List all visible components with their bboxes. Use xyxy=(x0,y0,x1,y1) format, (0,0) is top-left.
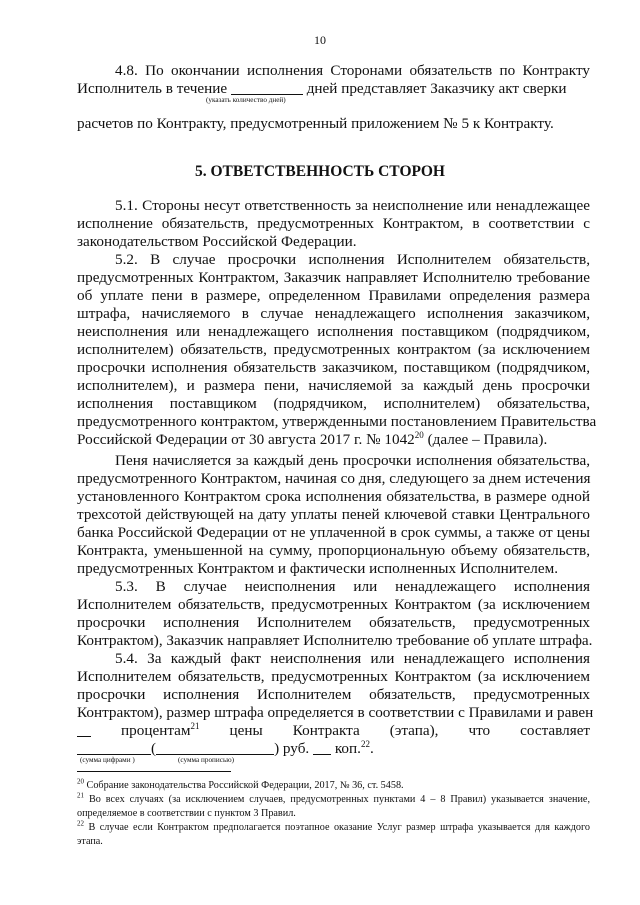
clause-5-2-line: предусмотренных Контрактом, Заказчик направляет Исполнителю требование xyxy=(77,269,590,286)
days-caption: (указать количество дней) xyxy=(206,96,286,104)
clause-5-1-line: исполнение обязательств, предусмотренных Контрактом, в соответствии с xyxy=(77,215,590,232)
clause-5-4-line: просрочки исполнения Исполнителем обязательств, предусмотренных xyxy=(77,686,590,703)
clause-5-2-line: об уплате пени в размере, определенном Правилами определения размера xyxy=(77,287,590,304)
penalty-line: предусмотренного Контрактом, начиная со дня, следующего за днем истечения xyxy=(77,470,591,487)
clause-5-1-line: законодательством Российской Федерации. xyxy=(77,233,357,250)
sum-words-blank xyxy=(156,740,274,755)
clause-5-2-line: исполнения поставщиком (подрядчиком, исполнителем) обязательства, xyxy=(77,395,590,412)
footnote-22-cont: этапа. xyxy=(77,836,103,847)
footnote-ref-22: 22 xyxy=(360,738,370,749)
word-price: цены xyxy=(229,722,263,739)
clause-5-3-line: просрочки исполнения Исполнителем обязательств, предусмотренных xyxy=(77,614,590,631)
sum-words-caption: (сумма прописью) xyxy=(178,756,234,764)
clause-5-2-last-line xyxy=(77,431,590,449)
clause-4-8-line-1: 4.8. По окончании исполнения Сторонами обязательств по Контракту xyxy=(115,62,590,79)
penalty-line: банка Российской Федерации от не уплаченной в срок суммы, а также от цены xyxy=(77,524,590,541)
amount-fill-line xyxy=(77,740,590,758)
clause-5-2-line: 5.2. В случае просрочки исполнения Исполнителем обязательств, xyxy=(115,251,590,268)
clause-5-2-line: исполнителем), и размера пени, начисляемой за каждый день просрочки xyxy=(77,377,590,394)
clause-5-3-line: Исполнителем обязательств, предусмотренных Контрактом (за исключением xyxy=(77,596,590,613)
clause-5-2-line: просрочки исполнения обязательств заказчиком, поставщиком (подрядчиком, xyxy=(77,359,590,376)
word-stage: (этапа), xyxy=(389,722,439,739)
sum-digits-caption: (сумма цифрами ) xyxy=(80,756,135,764)
clause-4-8-text-a: Исполнитель в течение xyxy=(77,80,228,97)
clause-5-2-line: исполнителем) обязательств, предусмотренных контрактом (за исключением xyxy=(77,341,590,358)
clause-5-3-line: Контрактом), Заказчик направляет Исполнителю требование об уплате штрафа. xyxy=(77,632,593,649)
penalty-line: Контракта, уменьшенной на сумму, пропорциональную объему обязательств, xyxy=(77,542,590,559)
clause-5-2-last-text: Российской Федерации от 30 августа 2017 г. № 1042 xyxy=(77,431,415,448)
footnote-separator xyxy=(77,771,231,772)
footnote-20: $^{20}$ Собрание законодательства Российской Федерации, 2017, № 36, ст. 5458. xyxy=(77,777,404,791)
clause-5-4-line: Контрактом), размер штрафа определяется в соответствии с Правилами и равен xyxy=(77,704,594,721)
clause-5-2-line: неисполнения или ненадлежащего исполнения поставщиком (подрядчиком, xyxy=(77,323,590,340)
rub-label: ) руб. xyxy=(274,740,310,757)
footnote-ref-20: 20 xyxy=(414,429,424,440)
section-title: 5. ОТВЕТСТВЕННОСТЬ СТОРОН xyxy=(194,163,445,180)
kop-blank xyxy=(313,740,331,755)
word-that: что xyxy=(468,722,491,739)
clause-5-4-fill-line xyxy=(77,722,590,740)
footnote-21-cont: определяемое в соответствии с пунктом 3 Правил. xyxy=(77,808,296,819)
kop-label: коп. xyxy=(334,740,361,757)
penalty-line: предусмотренных Контрактом и фактически исполненных Исполнителем. xyxy=(77,560,559,577)
end-dot: . xyxy=(369,740,374,757)
footnote-22: $^{22}$ В случае если Контрактом предполагается поэтапное оказание Услуг размер штрафа указывается для каждого xyxy=(77,819,590,833)
page-number: 10 xyxy=(314,33,326,47)
clause-5-4-line: Исполнителем обязательств, предусмотренных Контрактом (за исключением xyxy=(77,668,590,685)
clause-5-3-line: 5.3. В случае неисполнения или ненадлежащего исполнения xyxy=(115,578,590,595)
footnote-21: $^{21}$ Во всех случаях (за исключением случаев, предусмотренных пунктами 4 – 8 Правил) указывается значение, xyxy=(77,791,590,805)
clause-5-4-line: 5.4. За каждый факт неисполнения или ненадлежащего исполнения xyxy=(115,650,590,667)
percent-fill: процентам$^{21}$ xyxy=(77,722,200,739)
clause-4-8-line-2 xyxy=(77,80,590,98)
word-contract: Контракта xyxy=(292,722,360,739)
days-blank xyxy=(231,80,303,95)
penalty-line: трехсотой действующей на дату уплаты пеней ключевой ставки Центрального xyxy=(77,506,590,523)
percent-blank xyxy=(77,722,91,737)
clause-4-8-line-3: расчетов по Контракту, предусмотренный приложением № 5 к Контракту. xyxy=(77,115,554,132)
clause-5-2-line: предусмотренного контрактом, утвержденными постановлением Правительства xyxy=(77,413,597,430)
sum-digits-blank xyxy=(77,740,151,755)
footnote-ref-21: 21 xyxy=(190,720,200,731)
open-paren: ( xyxy=(151,740,157,757)
clause-4-8-text-b: дней представляет Заказчику акт сверки xyxy=(306,80,567,97)
word-amounts: составляет xyxy=(520,722,591,739)
penalty-line: установленного Контрактом срока исполнения обязательства, в размере одной xyxy=(77,488,590,505)
penalty-line: Пеня начисляется за каждый день просрочки исполнения обязательства, xyxy=(115,452,590,469)
clause-5-2-line: штрафа, начисляемого в случае ненадлежащего исполнения заказчиком, xyxy=(77,305,590,322)
clause-5-1-line: 5.1. Стороны несут ответственность за неисполнение или ненадлежащее xyxy=(115,197,590,214)
clause-5-2-last-tail: (далее – Правила). xyxy=(423,431,548,448)
